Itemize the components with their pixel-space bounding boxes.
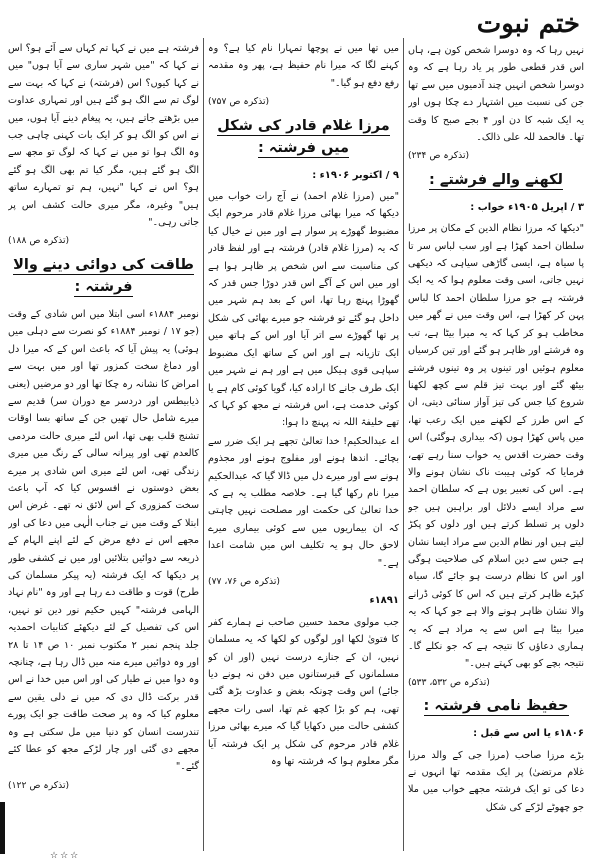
footer-stars: ☆☆☆ xyxy=(50,851,81,861)
section-heading-text: مرزا غلام قادر کی شکل میں فرشتہ : xyxy=(217,117,390,156)
reference-citation: (تذکرہ ص ۷۵۷) xyxy=(208,96,270,108)
right-column xyxy=(408,42,584,845)
reference-citation: (تذکرہ ص ۷۶، ۷۷) xyxy=(208,575,280,587)
body-paragraph: میں تھا میں نے پوچھا تمہارا نام کیا ہے؟ وہ کہنے لگا کہ میرا نام حفیظ ہے، پھر وہ مقدمہ رفع دفع ہو گیا۔" xyxy=(208,43,399,89)
reference-citation: (تذکرہ ص ۱۸۸) xyxy=(8,235,70,247)
reference-citation: (تذکرہ ص ۲۳۴) xyxy=(408,150,470,162)
column-divider xyxy=(403,38,404,851)
body-paragraph: نومبر ۱۸۸۴ء اسی ابتلا میں اس شادی کے وقت (جو ۱۷ / نومبر ۱۸۸۴ء کو نصرت سے دہلی میں ہوئی) یہ پیش آیا کہ باعث اس کے کہ میرا دل اور دماغ سخت کمزور تھا اور میں بہت سے امراض کا نشانہ رہ چکا تھا اور دو مرضیں (یعنی ذیابیطس اور دردسر مع دوران سر) قدیم سے میرے شامل حال تھیں جن کے ساتھ بسا اوقات تشنج قلب بھی تھا، اس لئے میری حالت مردمی کالعدم تھی اور پیرانہ سالی کے رنگ میں میری زندگی تھی، اس لئے میری اس شادی پر میرے بعض دوستوں نے افسوس کیا کہ آپ باعث سخت کمزوری کے اس لائق نہ تھے۔ غرض اس ابتلا کے وقت میں نے جناب الٰہی میں دعا کی اور مجھے اس نے دفع مرض کے لئے اپنے الہام کے ذریعہ سے دوائیں بتلائیں اور میں نے کشفی طور پر دیکھا کہ ایک فرشتہ (یہ پیکر مسلمان کی طرح) قوت و طاقت دے رہا ہے اور وہ "نام نہاد الہامی فرشتہ" کہیں حکیم نور دین تو نہیں، اس کی تفصیل کے لئے دیکھئے کتابیات احمدیہ جلد پنجم نمبر ۲ مکتوب نمبر ۱۰ ص ۱۴ تا ۲۸ اور وہ دوائیں میرے منہ میں ڈال رہا ہے، چنانچہ وہ دوا میں نے طیار کی اور اس میں خدا نے اس قدر برکت ڈال دی کہ میں نے دلی یقین سے معلوم کیا کہ وہ پر صحت طاقت جو ایک پورے تندرست انسان کو دنیا میں مل سکتی ہے وہ مجھے دی گئی اور چار لڑکے مجھ کو عطا کئے گئے۔" xyxy=(8,308,199,773)
section-heading xyxy=(208,115,399,159)
page-edge-mark xyxy=(0,802,5,854)
section-heading-text: طاقت کی دوائی دینے والا فرشتہ : xyxy=(13,256,194,295)
section-heading-text: لکھنے والے فرشتے : xyxy=(429,171,563,188)
reference-citation: (تذکرہ ص ۱۲۲) xyxy=(8,779,70,791)
body-paragraph: "دیکھا کہ مرزا نظام الدین کے مکان پر مرزا سلطان احمد کھڑا ہے اور سب لباس سر تا پا سیاہ ہے، ایسی گاڑھی سیاہی کہ دیکھی نہیں جاتی، اسی وقت معلوم ہوا کہ یہ ایک فرشتہ ہے جو مرزا سلطان احمد کا لباس پہن کر کھڑا ہے، اس وقت میں نے گھر میں مخاطب ہو کر کہا کہ یہ میرا بیٹا ہے، تب وہ فرشتے اور ظاہر ہو گئے اور تین کرسیاں معلوم ہوئیں اور تینوں پر وہ تینوں فرشتے بیٹھ گئے اور بہت تیز قلم سے کچھ لکھنا شروع کیا جس کی تیز آواز سنائی دیتی، ان کے اس طرز کے لکھنے میں ایک رعب تھا، میں پاس کھڑا ہوں (کہ بیداری ہوگئی) اس وقت حضرت اقدس یہ خواب سنا رہے تھے، فرمایا کہ کوئی ہیبت ناک نشان ہونے والا ہے۔ اس کی تعبیر یوں ہے کہ سلطان احمد سے مراد ایسے دلائل اور براہین ہیں جو دلوں پر تسلط کرتے ہیں اور دلوں کو پکڑ لیتے ہیں اور نظام الدین سے مراد ایسا نشان ہے جس سے دین اسلام کی صلاحیت ہوگی اور اس کا نظام درست ہو جائے گا، سیاہ کپڑے ظاہر کرتے ہیں کہ اس کا کوئی ڈرانے والا نشان ظاہر ہونے والا ہے جو کہا کہ یہ میرا بیٹا ہے اس سے یہ مراد ہے کہ یہ ہماری دعاؤں کا نتیجہ ہے کہ جو نکلے گا۔ نتیجہ بچے کو بھی کہتے ہیں۔" xyxy=(408,223,584,670)
section-heading xyxy=(408,169,584,191)
middle-column xyxy=(208,40,399,845)
body-paragraph: "میں (مرزا غلام احمد) نے آج رات خواب میں دیکھا کہ میرا بھائی مرزا غلام قادر مرحوم ایک مضبوط گھوڑے پر سوار ہے اور میں نے خیال کیا کہ یہ (مرزا غلام قادر) فرشتہ ہے اور لفظ قادر کی مناسبت سے اس شخص پر ظاہر ہوا ہے اور میں اس کے آگے اس قدر دوڑا جس قدر کہ گھوڑا پہنچ رہا تھا، اس کے بعد ہم شہر میں داخل ہو گئے تو فرشتہ جو میرے بھائی کی شکل پر تھا گھوڑے سے اتر آیا اور اس کے ہاتھ میں ایک تازیانہ ہے اور اس کے ساتھ ایک مضبوط سپاہی قوی ہیکل میں ہے اور ہم نے شہر میں ایک طرف جانے کا ارادہ کیا، گویا کوئی کام ہے یا کوئی خدمت ہے، اس فرشتہ نے مجھ کو کہا کہ تھے خلیفۃ اللہ نہ پہنچ دا ہوا: xyxy=(208,191,399,429)
column-divider xyxy=(203,38,204,851)
body-paragraph: بڑے مرزا صاحب (مرزا جی کے والد مرزا غلام مرتضیٰ) پر ایک مقدمہ تھا انہوں نے دعا کی تو ایک فرشتہ مجھے خواب میں ملا جو چھوٹے لڑکے کی شکل xyxy=(408,749,584,813)
body-paragraph: جب مولوی محمد حسین صاحب نے ہمارے کفر کا فتویٰ لکھا اور لوگوں کو لکھا کہ یہ مسلمان نہیں، ان کے جنازے درست نہیں (اور ان کو مسلمانوں کے قبرستانوں میں دفن نہ ہونے دیا جائے) اس وقت چونکہ بغض و عداوت بڑھ گئی تھی، ہم کو بڑا کچھ غم تھا، اسی رات مجھے کشفی حالت میں دکھایا گیا کہ میرے بھائی مرزا غلام قادر مرحوم کی شکل پر ایک فرشتہ آیا مگر معلوم ہوا کہ فرشتہ تھا وہ xyxy=(208,616,399,768)
section-heading xyxy=(8,254,199,298)
section-heading xyxy=(408,695,584,717)
reference-citation: (تذکرہ ص ۵۳۲، ۵۳۳) xyxy=(408,676,490,688)
body-paragraph: فرشتہ ہے میں نے کہا تم کہاں سے آئے ہو؟ اس نے کہا کہ "میں شہر ساری سے آیا ہوں" میں نے کہا کیوں؟ اس (فرشتہ) نے کہا کہ بہت سے لوگ تم سے الگ ہو گئے ہیں اور تمہاری عداوت میں بڑھتے جاتے ہیں، یہ پیغام دینے آیا ہوں، میں نے اس کو الگ ہو کر ایک بات کہنی چاہی جب وہ الگ ہوا تو میں نے کہا کہ لوگ تو مجھ سے الگ ہو گئے ہیں، مگر کیا تم بھی الگ ہو گئے ہو؟ اس نے کہا "نہیں، ہم تو تمہارے ساتھ ہیں" وغیرہ، مگر میری حالت کشف اس پر جاتی رہی۔" xyxy=(8,43,199,229)
section-heading-text: حفیظ نامی فرشتہ : xyxy=(423,698,569,715)
section-date: ۱۸۰۶ء یا اس سے قبل : xyxy=(473,728,584,740)
section-date: ۳ / اپریل ۱۹۰۵ء خواب : xyxy=(470,201,584,213)
section-date: ۹ / اکتوبر ۱۹۰۶ء : xyxy=(312,169,399,181)
section-date: ۱۸۹۱ء xyxy=(369,595,399,607)
body-paragraph: اے عبدالحکیم! خدا تعالیٰ تجھے ہر ایک ضرر سے بچائے۔ اندھا ہونے اور مفلوج ہونے اور مجذوم ہونے سے اور میرے دل میں ڈالا گیا کہ عبدالحکیم میرا نام رکھا گیا ہے۔ خلاصہ مطلب یہ ہے کہ خدا تعالیٰ کی حکمت اور مصلحت نہیں چاہتی کہ ان بیماریوں میں سے کوئی بیماری میرے لاحق حال ہو یہ تکلیف اس میں شامت اعدا ہے۔" xyxy=(208,435,399,569)
magazine-logo: ختم نبوت xyxy=(476,9,580,39)
body-paragraph: نہیں رہا کہ وہ دوسرا شخص کون ہے، ہاں اس قدر قطعی طور پر یاد رہا ہے کہ وہ دوسرا شخص انہیں چند آدمیوں میں سے تھا جن کی نسبت میں اشتہار دے چکا ہوں اور یہ ایک شبہ کا دن اور ۴ بجے صبح کا وقت تھا۔ فالحمد للہ علی ذالک۔ xyxy=(408,45,584,144)
left-column xyxy=(8,40,199,845)
